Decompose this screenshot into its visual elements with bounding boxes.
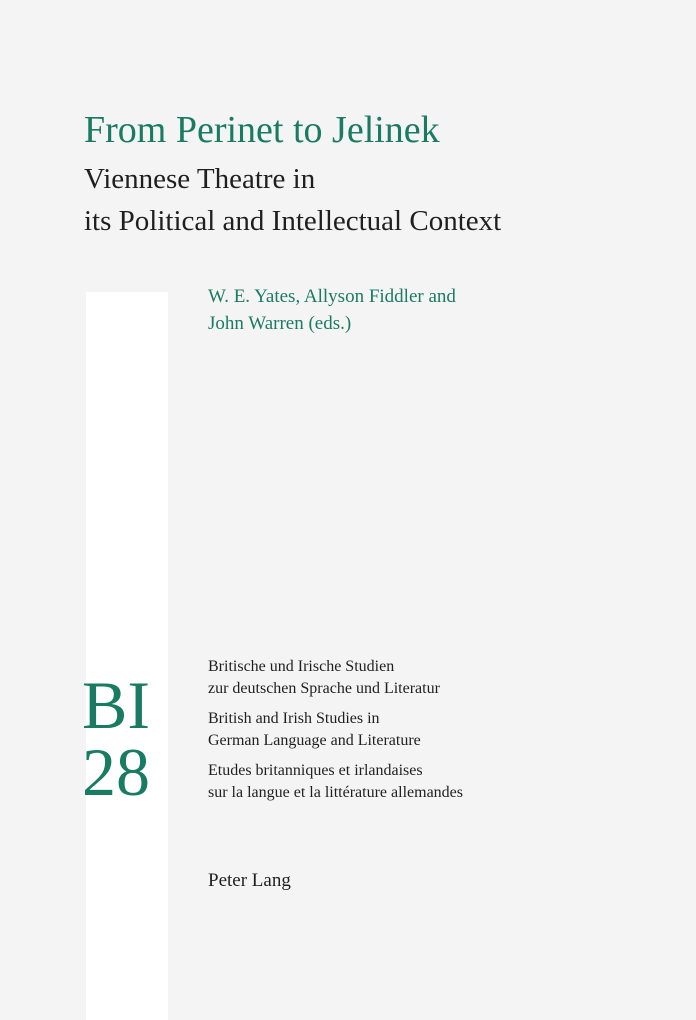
book-title: From Perinet to Jelinek	[84, 109, 440, 151]
subtitle-line: Viennese Theatre in	[84, 163, 316, 195]
editors-line: John Warren (eds.)	[208, 312, 352, 334]
series-line: sur la langue et la littérature allemandes	[208, 783, 463, 801]
series-line: zur deutschen Sprache und Literatur	[208, 679, 440, 697]
series-code-line: BI	[82, 667, 150, 743]
series-description-french	[208, 760, 568, 803]
book-editors	[208, 284, 456, 337]
series-line: German Language and Literature	[208, 731, 421, 749]
series-number-line: 28	[82, 733, 150, 810]
series-description-english	[208, 708, 568, 751]
series-line: Britische und Irische Studien	[208, 658, 395, 675]
series-code	[82, 667, 178, 810]
subtitle-line: its Political and Intellectual Context	[84, 205, 502, 238]
book-subtitle	[84, 158, 501, 242]
series-description-german	[208, 656, 568, 699]
publisher-name: Peter Lang	[208, 870, 291, 891]
series-description	[208, 656, 568, 813]
series-line: British and Irish Studies in	[208, 710, 380, 728]
editors-line: W. E. Yates, Allyson Fiddler and	[208, 286, 456, 307]
series-line: Etudes britanniques et irlandaises	[208, 762, 423, 780]
white-vertical-strip	[86, 292, 168, 1020]
